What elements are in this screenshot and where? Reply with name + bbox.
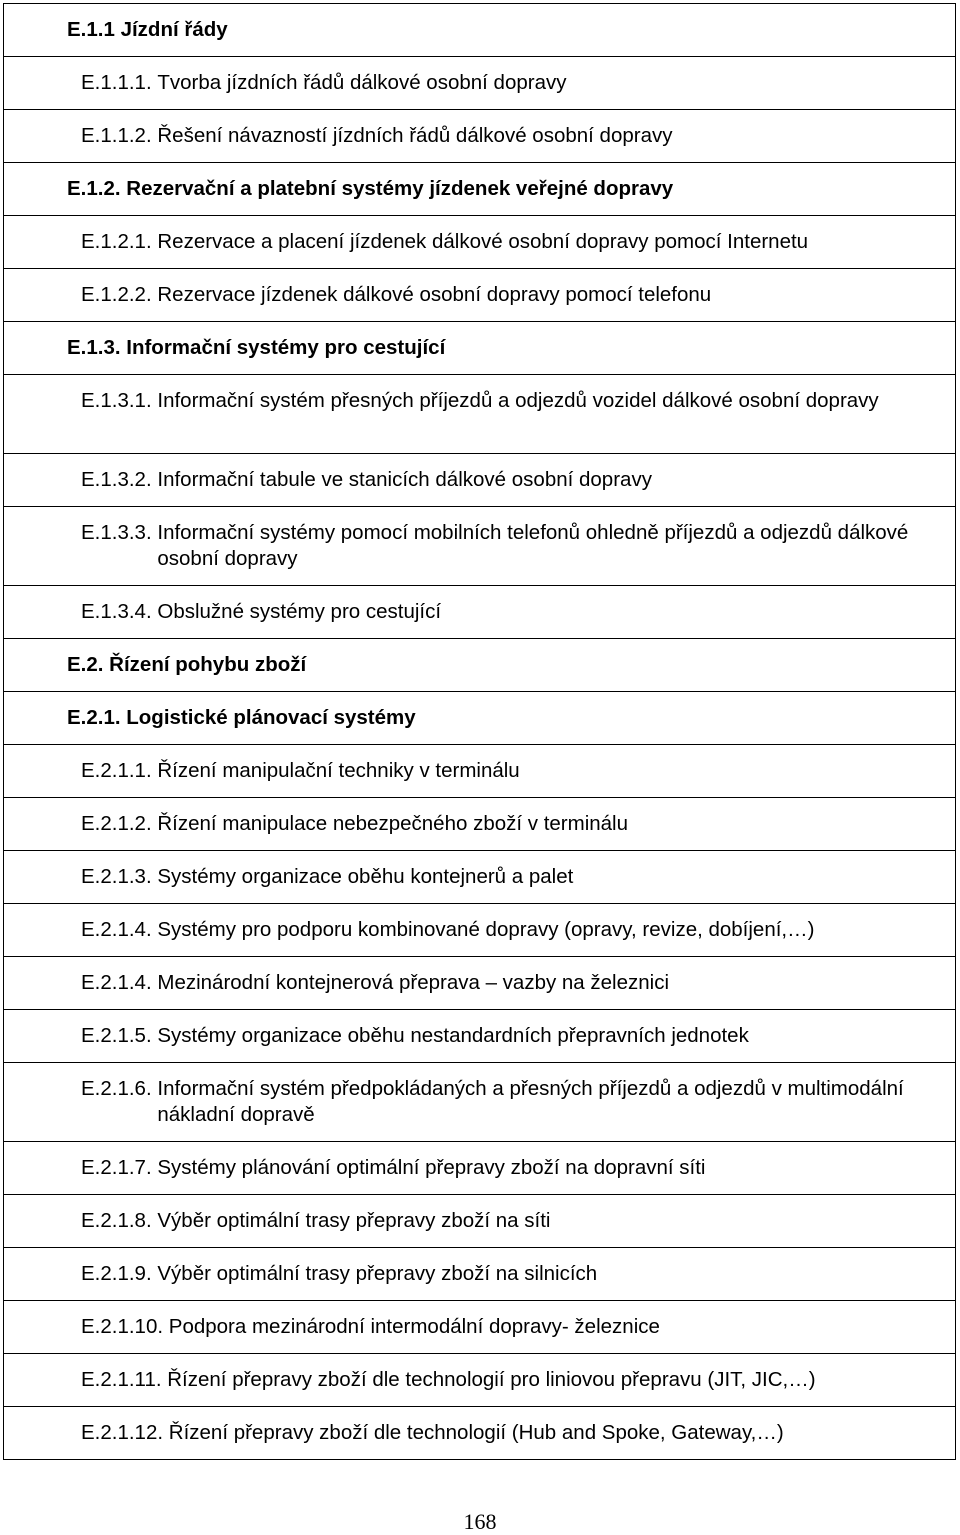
outline-cell [4,1010,956,1063]
table-row [4,1354,956,1407]
section-title: Informační systém předpokládaných a přesných příjezdů a odjezdů v multimodální nákladní dopravě [157,1077,904,1126]
section-number: E.2.1.2. [81,812,152,835]
section-title: Logistické plánovací systémy [126,706,416,729]
section-title: Řízení manipulační techniky v terminálu [157,759,520,782]
table-row [4,1195,956,1248]
section-number: E.1.3.4. [81,600,152,623]
section-number: E.2.1. [67,706,121,729]
outline-cell [4,1195,956,1248]
section-title: Řízení přepravy zboží dle technologií (Hub and Spoke, Gateway,…) [168,1421,784,1444]
section-number: E.2.1.5. [81,1024,152,1047]
outline-cell [4,1407,956,1460]
outline-cell [4,110,956,163]
table-row [4,163,956,216]
section-title: Jízdní řády [120,18,228,41]
table-row [4,1142,956,1195]
table-row [4,957,956,1010]
section-number: E.2.1.4. [81,971,152,994]
table-row [4,639,956,692]
section-title: Systémy organizace oběhu kontejnerů a palet [157,865,574,888]
section-title: Výběr optimální trasy přepravy zboží na síti [157,1209,551,1232]
section-title: Řízení pohybu zboží [109,653,307,676]
section-number: E.2.1.11. [81,1368,162,1391]
section-number: E.2.1.9. [81,1262,152,1285]
section-number: E.1.1.2. [81,124,152,147]
section-number: E.2.1.4. [81,918,152,941]
section-title: Rezervace jízdenek dálkové osobní dopravy pomocí telefonu [157,283,712,306]
outline-cell [4,639,956,692]
section-number: E.1.1.1. [81,71,152,94]
section-number: E.2.1.7. [81,1156,152,1179]
outline-cell [4,454,956,507]
section-number: E.1.2. [67,177,121,200]
outline-cell [4,1354,956,1407]
table-row [4,507,956,586]
outline-cell [4,269,956,322]
section-number: E.2. [67,653,104,676]
table-row [4,851,956,904]
page-number: 168 [463,1509,497,1534]
outline-cell [4,322,956,375]
outline-cell [4,216,956,269]
section-title: Informační systémy pomocí mobilních telefonů ohledně příjezdů a odjezdů dálkové osobní dopravy [157,521,909,570]
section-title: Mezinárodní kontejnerová přeprava – vazby na železnici [157,971,670,994]
table-row [4,454,956,507]
section-title: Tvorba jízdních řádů dálkové osobní dopravy [157,71,567,94]
table-row [4,904,956,957]
section-title: Systémy pro podporu kombinované dopravy (opravy, revize, dobíjení,…) [157,918,815,941]
section-number: E.1.3. [67,336,121,359]
table-row [4,216,956,269]
outline-cell [4,586,956,639]
section-title: Informační systémy pro cestující [126,336,446,359]
section-number: E.1.1 [67,18,115,41]
section-title: Informační systém přesných příjezdů a odjezdů vozidel dálkové osobní dopravy [157,389,879,412]
section-title: Výběr optimální trasy přepravy zboží na silnicích [157,1262,598,1285]
table-row [4,1248,956,1301]
section-number: E.2.1.12. [81,1421,164,1444]
outline-cell [4,1142,956,1195]
outline-cell [4,375,956,454]
table-row [4,269,956,322]
outline-cell [4,904,956,957]
section-number: E.2.1.10. [81,1315,164,1338]
outline-cell [4,507,956,586]
section-title: Rezervace a placení jízdenek dálkové osobní dopravy pomocí Internetu [157,230,809,253]
outline-cell [4,163,956,216]
section-number: E.2.1.1. [81,759,152,782]
outline-cell [4,957,956,1010]
table-row [4,692,956,745]
section-number: E.1.2.1. [81,230,152,253]
section-title: Systémy organizace oběhu nestandardních přepravních jednotek [157,1024,749,1047]
section-title: Obslužné systémy pro cestující [157,600,442,623]
table-row [4,1407,956,1460]
outline-cell [4,798,956,851]
section-title: Řešení návazností jízdních řádů dálkové osobní dopravy [157,124,673,147]
section-title: Řízení manipulace nebezpečného zboží v terminálu [157,812,629,835]
outline-cell [4,1063,956,1142]
outline-cell [4,1301,956,1354]
table-row [4,798,956,851]
table-row [4,110,956,163]
outline-table [3,3,956,1460]
section-number: E.2.1.6. [81,1077,152,1100]
section-number: E.1.3.2. [81,468,152,491]
outline-cell [4,57,956,110]
section-number: E.1.3.1. [81,389,152,412]
section-title: Informační tabule ve stanicích dálkové osobní dopravy [157,468,652,491]
section-number: E.2.1.3. [81,865,152,888]
outline-cell [4,745,956,798]
table-row [4,1301,956,1354]
table-row [4,57,956,110]
outline-cell [4,1248,956,1301]
section-number: E.1.3.3. [81,521,152,544]
table-row [4,1063,956,1142]
section-number: E.2.1.8. [81,1209,152,1232]
table-row [4,586,956,639]
section-title: Podpora mezinárodní intermodální dopravy- železnice [168,1315,660,1338]
section-title: Systémy plánování optimální přepravy zboží na dopravní síti [157,1156,706,1179]
section-title: Rezervační a platební systémy jízdenek veřejné dopravy [126,177,674,200]
section-title: Řízení přepravy zboží dle technologií pro liniovou přepravu (JIT, JIC,…) [167,1368,816,1391]
outline-cell [4,4,956,57]
table-row [4,1010,956,1063]
section-number: E.1.2.2. [81,283,152,306]
outline-cell [4,692,956,745]
table-row [4,375,956,454]
table-row [4,322,956,375]
table-row [4,745,956,798]
outline-cell [4,851,956,904]
table-row [4,4,956,57]
